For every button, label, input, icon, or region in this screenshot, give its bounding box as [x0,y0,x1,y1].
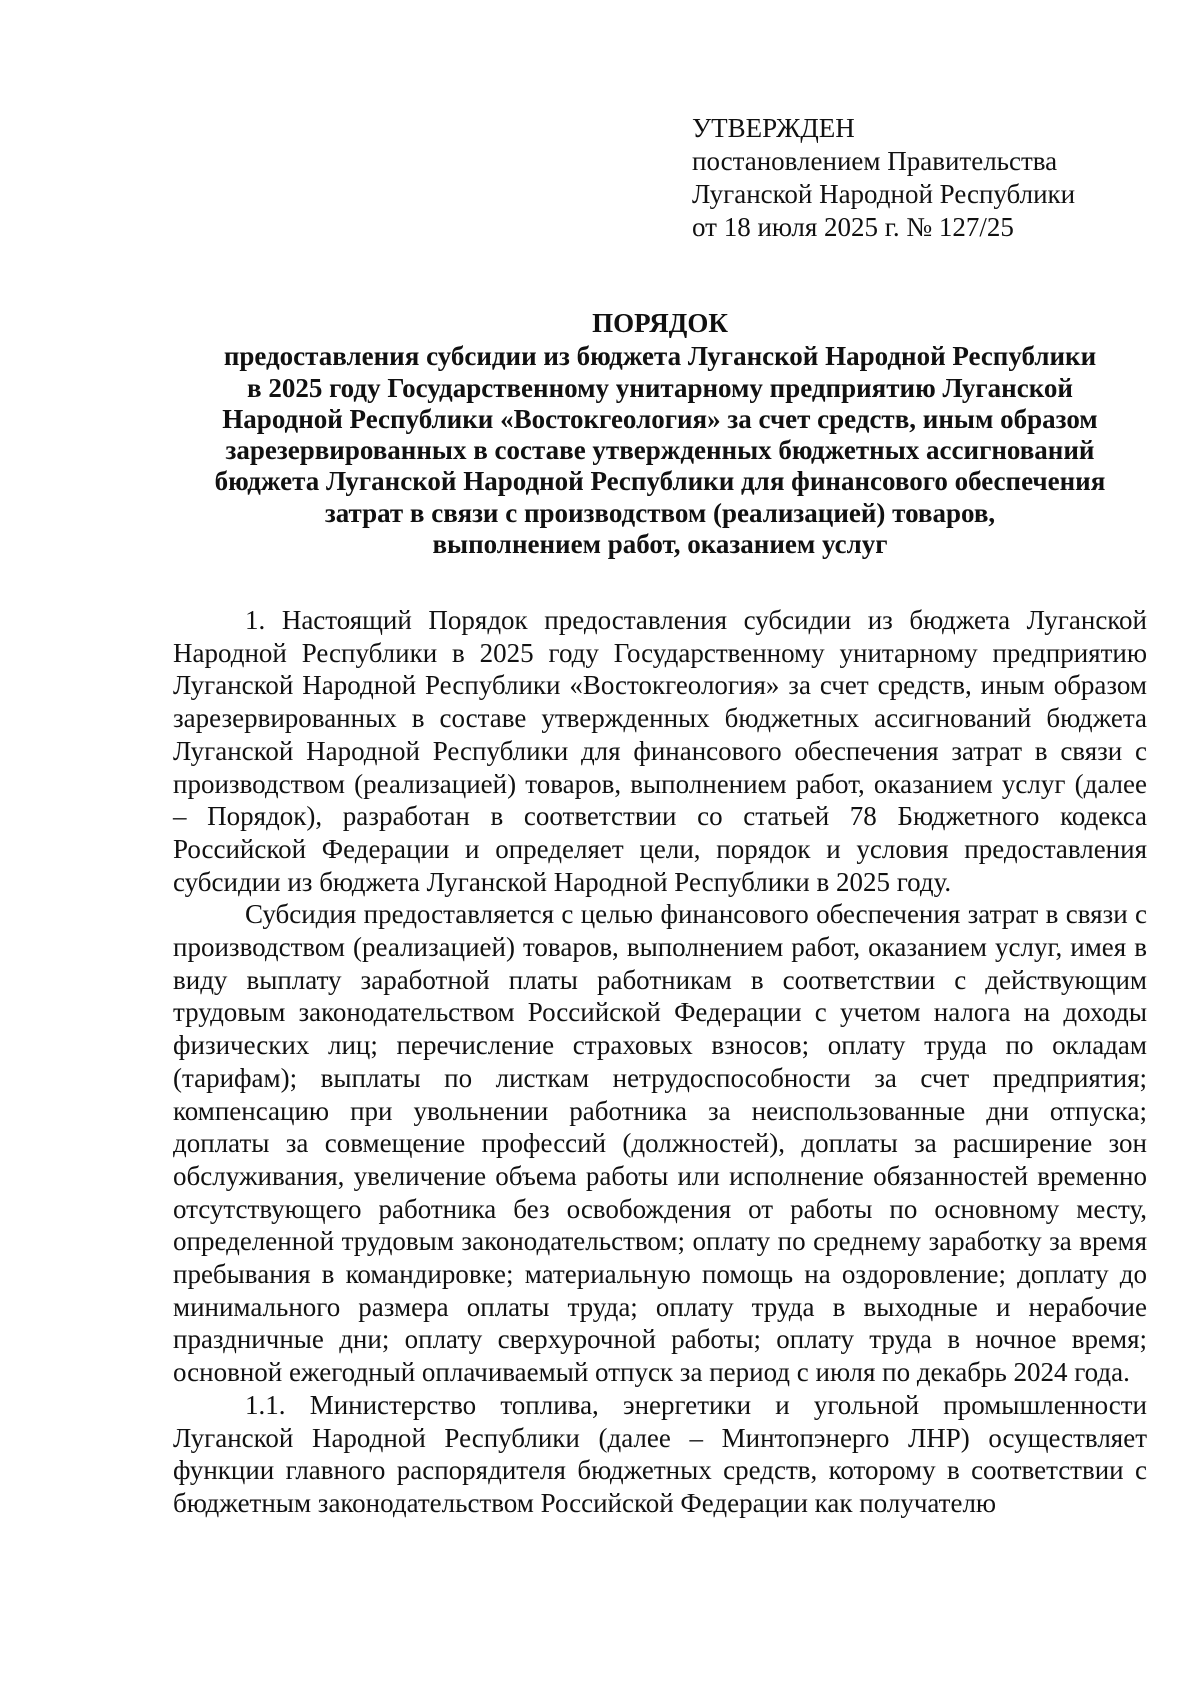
approval-line-4: от 18 июля 2025 г. № 127/25 [692,212,1014,242]
title-line-3: Народной Республики «Востокгеология» за счет средств, иным образом [222,403,1098,434]
approval-line-2: постановлением Правительства [692,146,1058,176]
title-line-2: в 2025 году Государственному унитарному предприятию Луганской [247,372,1073,403]
paragraph-1: 1. Настоящий Порядок предоставления субсидии из бюджета Луганской Народной Республики в 2025 году Государственному унитарному предприятию Луганской Народной Республики «Востокгеология» за счет средств, иным образом зарезервированных в составе утвержденных бюджетных ассигнований бюджета Луганской Народной Республики для финансового обеспечения затрат в связи с производством (реализацией) товаров, выполнением работ, оказанием услуг (далее – Порядок), разработан в соответствии со статьей 78 Бюджетного кодекса Российской Федерации и определяет цели, порядок и условия предоставления субсидии из бюджета Луганской Народной Республики в 2025 году. [173,605,1147,897]
approval-line-1: УТВЕРЖДЕН [692,113,855,143]
paragraph-1-1: 1.1. Министерство топлива, энергетики и угольной промышленности Луганской Народной Республики (далее – Минтопэнерго ЛНР) осуществляет функции главного распорядителя бюджетных средств, которому в соответствии с бюджетным законодательством Российской Федерации как получателю [173,1389,1147,1518]
paragraph-2: Субсидия предоставляется с целью финансового обеспечения затрат в связи с производством (реализацией) товаров, выполнением работ, оказанием услуг, имея в виду выплату заработной платы работникам в соответствии с действующим трудовым законодательством Российской Федерации с учетом налога на доходы физических лиц; перечисление страховых взносов; оплату труда по окладам (тарифам); выплаты по листкам нетрудоспособности за счет предприятия; компенсацию при увольнении работника за неиспользованные дни отпуска; доплаты за совмещение профессий (должностей), доплаты за расширение зон обслуживания, увеличение объема работы или исполнение обязанностей временно отсутствующего работника без освобождения от работы по основному месту, определенной трудовым законодательством; оплату по среднему заработку за время пребывания в командировке; материальную помощь на оздоровление; доплату до минимального размера оплаты труда; оплату труда в выходные и нерабочие праздничные дни; оплату сверхурочной работы; оплату труда в ночное время; основной ежегодный оплачиваемый отпуск за период с июля по декабрь 2024 года. [173,899,1147,1388]
title-line-6: затрат в связи с производством (реализацией) товаров, [324,497,996,528]
title-line-5: бюджета Луганской Народной Республики для финансового обеспечения [214,466,1106,497]
document-body [173,604,1147,1520]
document-title [150,308,1170,560]
document-heading: ПОРЯДОК [592,308,728,338]
title-line-7: выполнением работ, оказанием услуг [432,529,888,560]
approval-line-3: Луганской Народной Республики [692,179,1076,209]
title-line-1: предоставления субсидии из бюджета Луганской Народной Республики [223,341,1097,372]
title-line-4: зарезервированных в составе утвержденных бюджетных ассигнований [225,435,1095,466]
approval-stamp [692,112,1172,244]
